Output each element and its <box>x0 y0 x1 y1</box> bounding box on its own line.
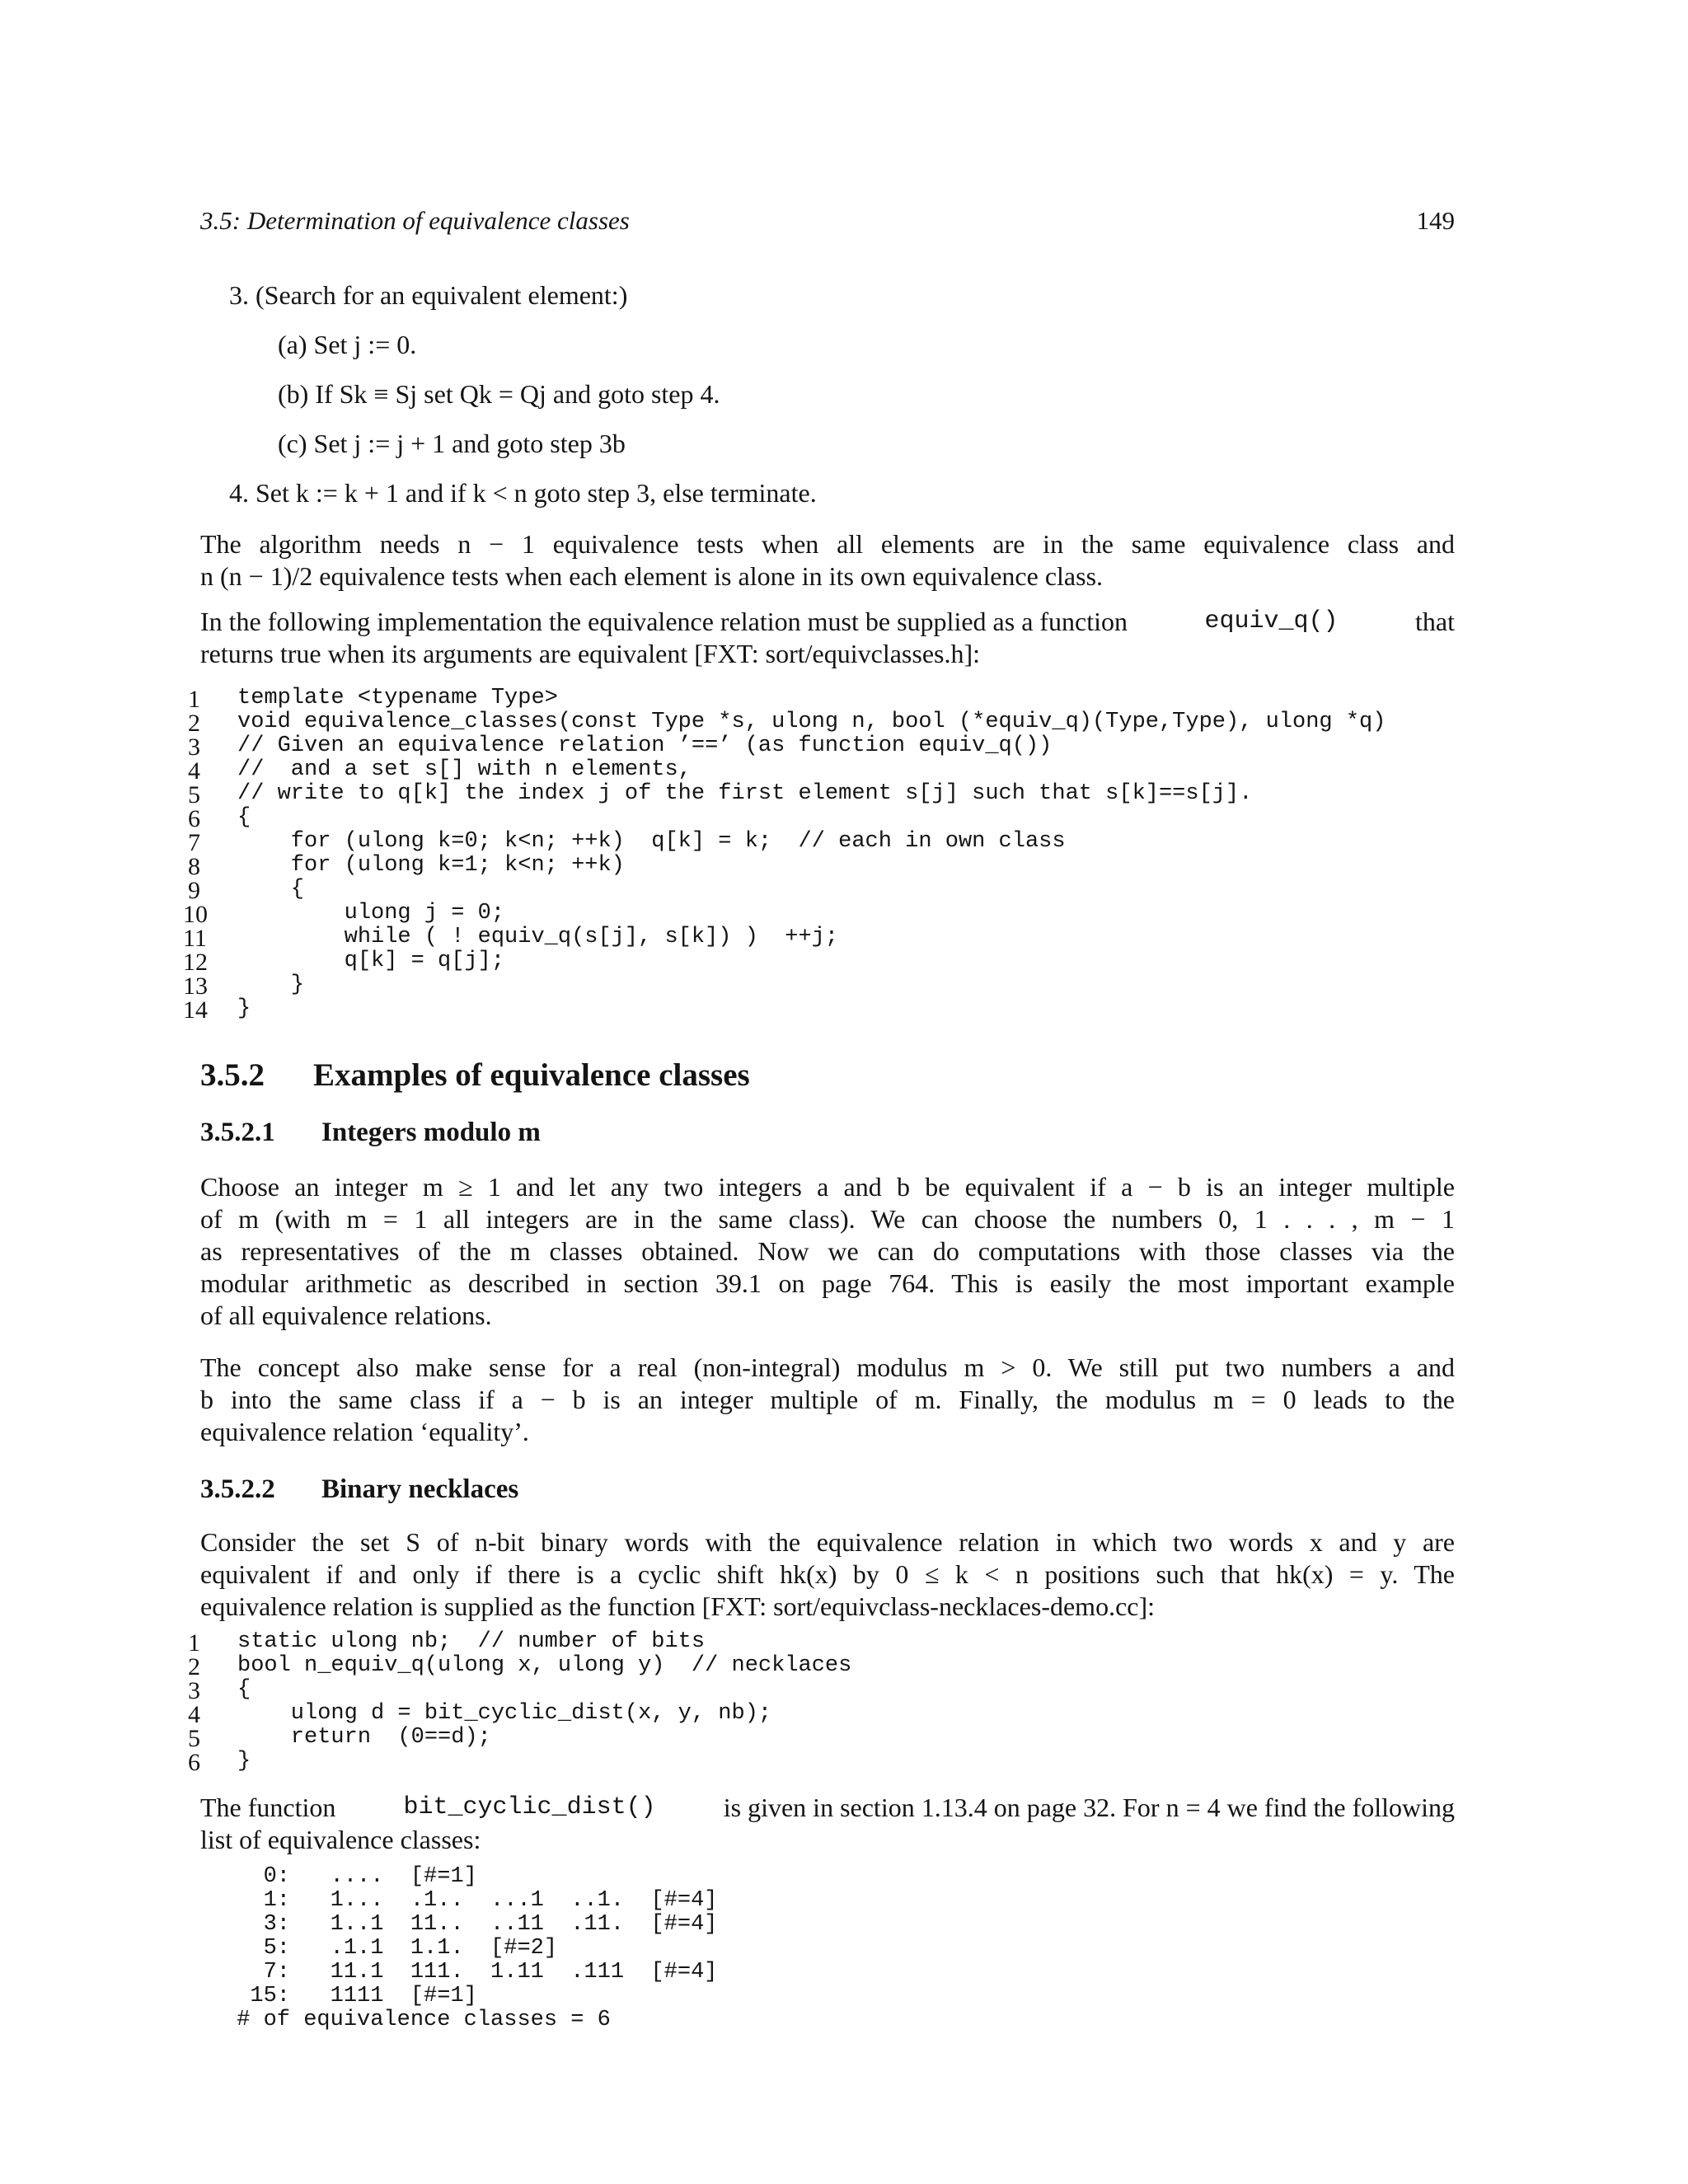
step-text: Set j := 0. <box>313 330 417 359</box>
code-text: bool n_equiv_q(ulong x, ulong y) // necklaces <box>237 1653 852 1678</box>
subsection-title: Integers modulo m <box>321 1118 541 1147</box>
paragraph-line: The algorithm needs n − 1 equivalence tests when all elements are in the same equivalence class and <box>200 529 1455 559</box>
step-label: 3. <box>229 280 249 310</box>
paragraph-line: list of equivalence classes: <box>200 1825 481 1854</box>
text-fragment: is given in section 1.13.4 on page 32. For n = 4 we find the following <box>723 1793 1455 1822</box>
code-text: { <box>237 1677 251 1702</box>
line-number: 2 <box>188 1653 200 1680</box>
paragraph-algorithm-cost <box>200 528 1455 593</box>
step-3 <box>229 280 627 311</box>
output-line: 3: 1..1 11.. ..11 .11. [#=4] <box>223 1912 718 1937</box>
code-text: ulong j = 0; <box>237 901 505 926</box>
code-text: template <typename Type> <box>237 686 558 710</box>
text-fragment: In the following implementation the equivalence relation must be supplied as a function <box>200 607 1128 636</box>
text-fragment: The function <box>200 1793 336 1822</box>
text-fragment: that <box>1415 607 1455 636</box>
code-text: q[k] = q[j]; <box>237 949 505 973</box>
line-number: 10 <box>183 901 208 928</box>
paragraph-line: n (n − 1)/2 equivalence tests when each element is alone in its own equivalence class. <box>200 561 1104 591</box>
line-number: 9 <box>188 877 200 904</box>
paragraph-line: returns true when its arguments are equivalent [FXT: sort/equivclasses.h]: <box>200 639 981 668</box>
paragraph-necklaces <box>200 1526 1455 1623</box>
step-label: (c) <box>278 429 307 458</box>
step-text: If Sk ≡ Sj set Qk = Qj and goto step 4. <box>315 379 720 409</box>
code-text: ulong d = bit_cyclic_dist(x, y, nb); <box>237 1701 772 1726</box>
paragraph-modulo <box>200 1171 1455 1332</box>
paragraph-line: b into the same class if a − b is an integer multiple of m. Finally, the modulus m = 0 leads to the <box>200 1385 1455 1414</box>
subsection-heading-integers <box>200 1118 541 1148</box>
code-text: for (ulong k=1; k<n; ++k) <box>237 853 625 878</box>
line-number: 8 <box>188 853 200 880</box>
code-text: // write to q[k] the index j of the first element s[j] such that s[k]==s[j]. <box>237 781 1253 806</box>
paragraph-bit-cyclic-dist <box>200 1792 1455 1856</box>
line-number: 12 <box>183 949 208 976</box>
section-heading <box>200 1057 750 1094</box>
code-text: while ( ! equiv_q(s[j], s[k]) ) ++j; <box>237 925 839 949</box>
line-number: 6 <box>188 1749 200 1776</box>
step-text: (Search for an equivalent element:) <box>256 280 628 310</box>
paragraph-line <box>200 606 1455 638</box>
output-line: # of equivalence classes = 6 <box>223 2008 611 2032</box>
code-text: { <box>237 805 251 830</box>
step-label: 4. <box>229 478 249 508</box>
line-number: 7 <box>188 829 200 856</box>
paragraph-line: modular arithmetic as described in section 39.1 on page 764. This is easily the most important example <box>200 1268 1455 1298</box>
subsection-number: 3.5.2.1 <box>200 1118 275 1147</box>
line-number: 3 <box>188 1677 200 1704</box>
line-number: 1 <box>188 686 200 713</box>
paragraph-line: of m (with m = 1 all integers are in the same class). We can choose the numbers 0, 1 . . . , m − 1 <box>200 1204 1455 1234</box>
output-line: 15: 1111 [#=1] <box>223 1984 477 2008</box>
step-label: (b) <box>278 379 309 409</box>
line-number: 6 <box>188 805 200 832</box>
output-line: 7: 11.1 111. 1.11 .111 [#=4] <box>223 1960 718 1985</box>
output-line: 5: .1.1 1.1. [#=2] <box>223 1936 558 1961</box>
subsection-title: Binary necklaces <box>321 1474 519 1504</box>
code-text: return (0==d); <box>237 1725 491 1750</box>
line-number: 4 <box>188 757 200 785</box>
step-text: Set j := j + 1 and goto step 3b <box>313 429 626 458</box>
output-line: 0: .... [#=1] <box>223 1864 477 1889</box>
line-number: 4 <box>188 1701 200 1728</box>
running-header-title: 3.5: Determination of equivalence classes <box>200 206 630 235</box>
code-text: void equivalence_classes(const Type *s, ulong n, bool (*equiv_q)(Type,Type), ulong *q) <box>237 710 1386 734</box>
subsection-number: 3.5.2.2 <box>200 1474 275 1504</box>
step-text: Set k := k + 1 and if k < n goto step 3, else terminate. <box>256 478 817 508</box>
code-text: // and a set s[] with n elements, <box>237 757 692 782</box>
page-number: 149 <box>1416 206 1455 235</box>
paragraph-line: equivalent if and only if there is a cyclic shift hk(x) by 0 ≤ k < n positions such that hk(x) = y. The <box>200 1559 1455 1589</box>
step-3b <box>278 379 720 410</box>
step-3a <box>278 330 416 360</box>
section-number: 3.5.2 <box>200 1057 265 1093</box>
line-number: 5 <box>188 781 200 808</box>
step-label: (a) <box>278 330 307 359</box>
line-number: 3 <box>188 733 200 761</box>
line-number: 5 <box>188 1725 200 1752</box>
code-text: } <box>237 996 251 1021</box>
code-text: // Given an equivalence relation ’==’ (as function equiv_q()) <box>237 733 1053 758</box>
paragraph-line: of all equivalence relations. <box>200 1301 492 1330</box>
code-text: { <box>237 877 305 902</box>
paragraph-line: as representatives of the m classes obtained. Now we can do computations with those classes via the <box>200 1236 1455 1266</box>
code-text: for (ulong k=0; k<n; ++k) q[k] = k; // each in own class <box>237 829 1066 854</box>
paragraph-line: Choose an integer m ≥ 1 and let any two integers a and b be equivalent if a − b is an integer multiple <box>200 1172 1455 1202</box>
paragraph-line: equivalence relation ‘equality’. <box>200 1417 529 1446</box>
inline-code-bit-cyclic-dist: bit_cyclic_dist() <box>403 1793 656 1821</box>
line-number: 2 <box>188 710 200 737</box>
step-3c <box>278 429 626 459</box>
section-title: Examples of equivalence classes <box>313 1057 750 1093</box>
line-number: 1 <box>188 1629 200 1657</box>
paragraph-implementation <box>200 606 1455 670</box>
paragraph-real-modulus <box>200 1352 1455 1448</box>
line-number: 13 <box>183 972 208 1000</box>
paragraph-line: Consider the set S of n-bit binary words with the equivalence relation in which two words x and y are <box>200 1527 1455 1557</box>
code-text: } <box>237 1749 251 1774</box>
paragraph-line: equivalence relation is supplied as the function [FXT: sort/equivclass-necklaces-demo.cc]: <box>200 1591 1156 1621</box>
inline-code-equiv-q: equiv_q() <box>1204 607 1339 635</box>
output-line: 1: 1... .1.. ...1 ..1. [#=4] <box>223 1888 718 1913</box>
paragraph-line <box>200 1792 1455 1824</box>
code-text: } <box>237 972 305 997</box>
line-number: 14 <box>183 996 208 1024</box>
code-text: static ulong nb; // number of bits <box>237 1629 706 1654</box>
paragraph-line: The concept also make sense for a real (non-integral) modulus m > 0. We still put two numbers a and <box>200 1352 1455 1382</box>
subsection-heading-necklaces <box>200 1474 518 1505</box>
step-4 <box>229 478 817 509</box>
line-number: 11 <box>183 925 207 952</box>
